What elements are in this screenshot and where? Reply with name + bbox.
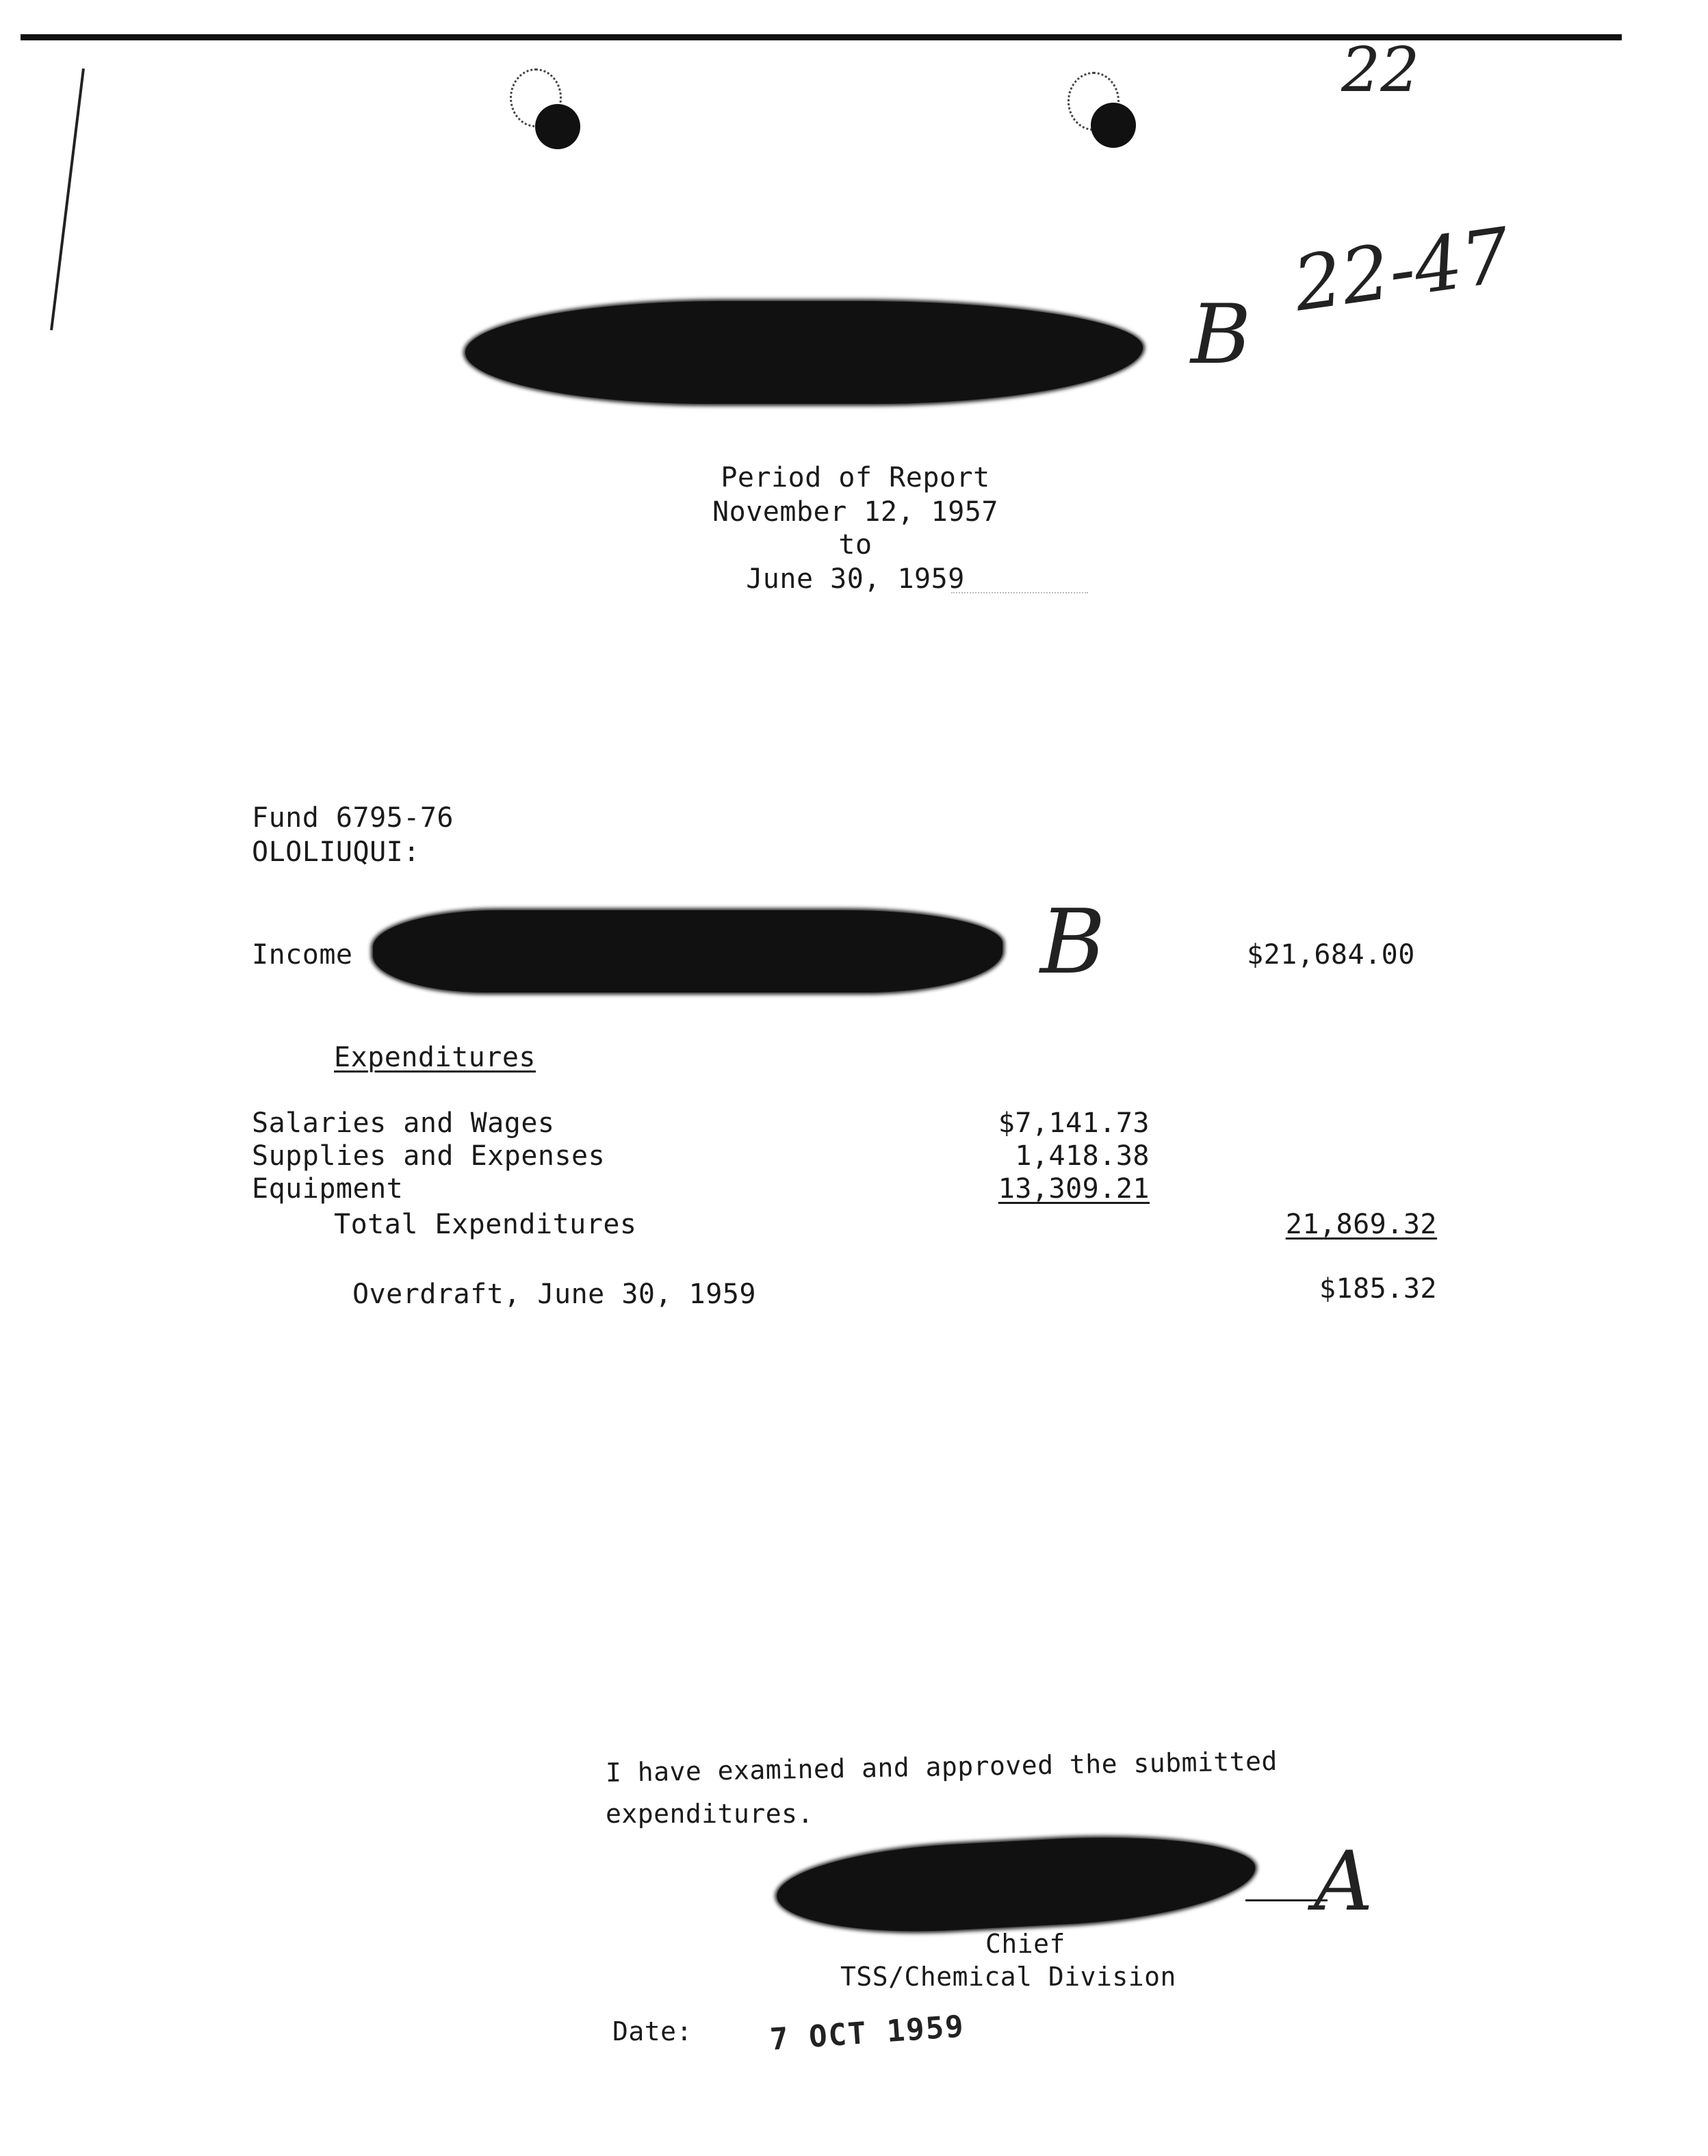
report-end-date: June 30, 1959 — [746, 563, 965, 595]
redaction-mark-signature: A — [1314, 1834, 1373, 1929]
total-expenditures-label: Total Expenditures — [334, 1209, 637, 1240]
margin-stroke — [50, 68, 85, 331]
dotted-line — [951, 592, 1088, 593]
expense-label-supplies: Supplies and Expenses — [252, 1140, 606, 1172]
overdraft-amount: $185.32 — [1319, 1273, 1437, 1305]
top-number-annotation: 22 — [1341, 34, 1420, 106]
expense-amount-equipment: 13,309.21 — [998, 1173, 1150, 1205]
expense-amount-salaries: $7,141.73 — [998, 1107, 1150, 1139]
date-stamp: 7 OCT 1959 — [768, 2009, 966, 2057]
expenditures-heading: Expenditures — [334, 1042, 536, 1073]
fund-name: OLOLIUQUI: — [252, 836, 420, 868]
expense-label-equipment: Equipment — [252, 1173, 404, 1205]
file-code-annotation: 22-47 — [1288, 211, 1516, 329]
signatory-title: Chief — [985, 1929, 1065, 1959]
approval-statement-line1: I have examined and approved the submitted — [605, 1745, 1278, 1788]
report-period-label: Period of Report — [721, 462, 990, 493]
redaction-block-title — [465, 301, 1143, 404]
income-amount: $21,684.00 — [1247, 939, 1415, 971]
total-expenditures-amount: 21,869.32 — [1285, 1209, 1437, 1240]
redaction-mark-top: B — [1191, 287, 1252, 383]
signatory-division: TSS/Chemical Division — [840, 1962, 1176, 1992]
overdraft-label: Overdraft, June 30, 1959 — [352, 1279, 756, 1310]
redaction-mark-income: B — [1040, 890, 1106, 994]
fund-number: Fund 6795-76 — [252, 802, 454, 834]
date-label: Date: — [612, 2016, 693, 2046]
approval-statement-line2: expenditures. — [606, 1799, 814, 1829]
punch-hole-left — [535, 104, 580, 149]
redaction-block-signature — [775, 1829, 1258, 1939]
report-to: to — [838, 529, 872, 561]
expense-label-salaries: Salaries and Wages — [252, 1107, 555, 1139]
report-start-date: November 12, 1957 — [712, 496, 998, 528]
punch-hole-right — [1091, 103, 1136, 148]
redaction-block-income — [373, 910, 1002, 992]
expense-amount-supplies: 1,418.38 — [1015, 1140, 1150, 1172]
income-label: Income — [252, 939, 353, 971]
